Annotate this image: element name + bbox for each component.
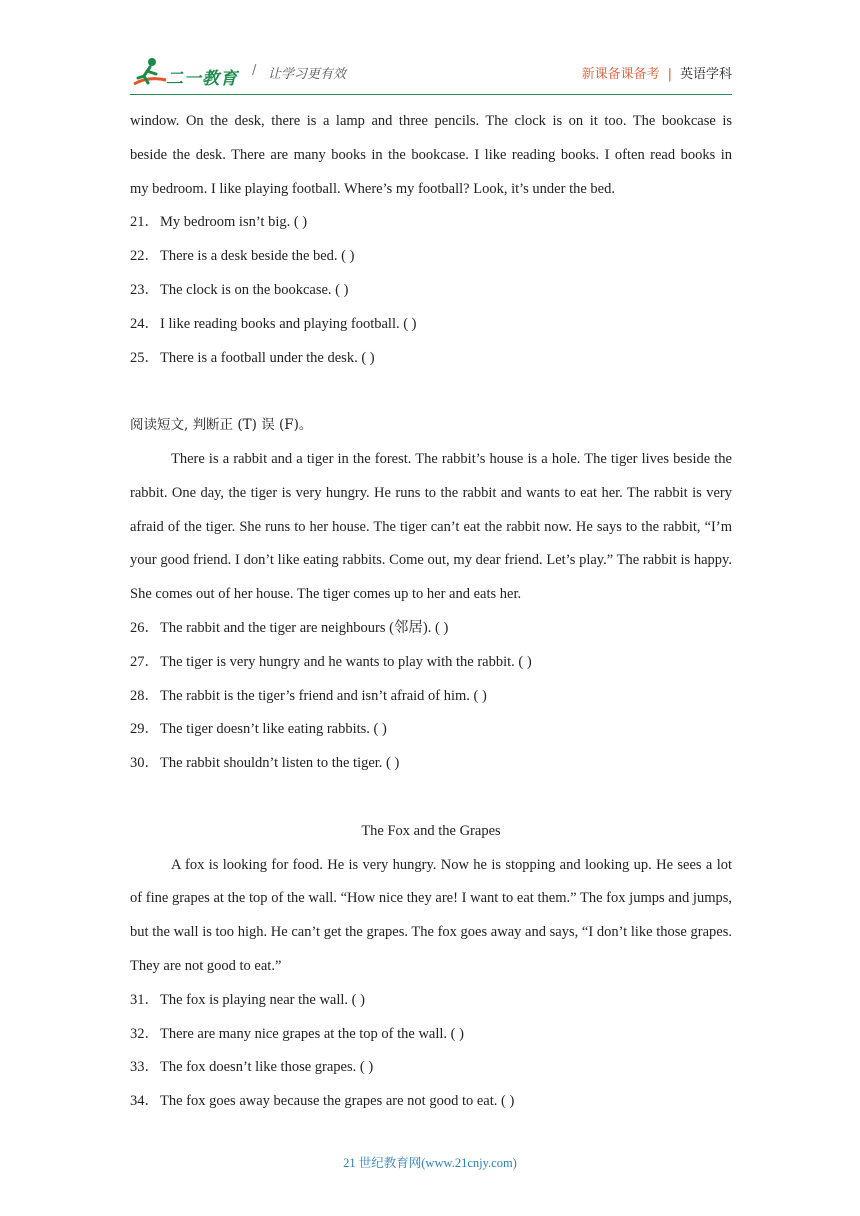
question-number: 25． — [130, 349, 159, 366]
passage2: There is a rabbit and a tiger in the forest. The rabbit’s house is a hole. The tiger lives beside the rabbit. One day, the tiger is very hungry. He runs to the rabbit and wants to eat her. The rabbit is very afraid of the tiger. She runs to her house. The tiger can’t eat the rabbit now. He says to the rabbit, “I’m your good friend. I don’t like eating rabbits. Come out, my dear friend. Let’s play.” The rabbit is happy. She comes out of her house. The tiger comes up to her and eats her. — [130, 450, 732, 603]
question-22 — [130, 240, 732, 274]
question-text: I like reading books and playing football. ( ) — [160, 315, 417, 332]
question-text: There are many nice grapes at the top of the wall. ( ) — [160, 1025, 464, 1042]
question-number: 30． — [130, 755, 159, 772]
passage1-line: beside the desk. There are many books in the bookcase. I like reading books. I often read books in — [130, 146, 732, 163]
question-number: 23． — [130, 281, 159, 298]
question-29 — [130, 713, 732, 747]
question-number: 21． — [130, 214, 159, 231]
question-33 — [130, 1051, 732, 1085]
logo-text: 二一教育 — [166, 69, 238, 89]
section-instruction: 阅读短文, 判断正 (T) 误 (F)。 — [130, 417, 313, 434]
question-number: 26． — [130, 619, 159, 636]
question-text: The rabbit and the tiger are neighbours (邻居). ( ) — [160, 619, 449, 636]
question-number: 32． — [130, 1025, 159, 1042]
question-text: There is a desk beside the bed. ( ) — [160, 248, 355, 265]
spacer — [130, 781, 732, 815]
runner-logo-icon — [130, 56, 170, 90]
question-number: 29． — [130, 721, 159, 738]
question-28 — [130, 680, 732, 714]
question-27 — [130, 646, 732, 680]
slogan-separator: / — [252, 63, 257, 78]
question-text: The fox goes away because the grapes are not good to eat. ( ) — [160, 1093, 515, 1110]
passage3: A fox is looking for food. He is very hungry. Now he is stopping and looking up. He sees a lot of fine grapes at the top of the wall. “How nice they are! I want to eat them.” The fox jumps and jumps, but the wall is too high. He can’t get the grapes. The fox goes away and says, “I don’t like those grapes. They are not good to eat.” — [130, 856, 732, 974]
slogan: 让学习更有效 — [268, 67, 347, 82]
exam-label: 新课备课备考 — [581, 67, 660, 82]
question-34 — [130, 1085, 732, 1119]
question-text: The tiger is very hungry and he wants to play with the rabbit. ( ) — [160, 653, 532, 670]
passage1-line: window. On the desk, there is a lamp and three pencils. The clock is on it too. The bookcase is — [130, 113, 732, 129]
question-number: 33． — [130, 1059, 159, 1076]
question-text: The tiger doesn’t like eating rabbits. ( ) — [160, 721, 387, 738]
question-number: 31． — [130, 991, 159, 1008]
header-right — [582, 63, 732, 82]
question-text: There is a football under the desk. ( ) — [160, 349, 375, 366]
header-divider: | — [667, 67, 672, 82]
question-31 — [130, 984, 732, 1018]
question-number: 27． — [130, 653, 159, 670]
question-25 — [130, 342, 732, 376]
spacer — [130, 375, 732, 409]
page-footer[interactable]: 21 世纪教育网(www.21cnjy.com) — [343, 1156, 517, 1170]
question-32 — [130, 1018, 732, 1052]
question-text: The rabbit is the tiger’s friend and isn’t afraid of him. ( ) — [160, 687, 487, 704]
question-text: The fox is playing near the wall. ( ) — [160, 991, 365, 1008]
story-title: The Fox and the Grapes — [361, 822, 501, 839]
question-24 — [130, 308, 732, 342]
question-30 — [130, 747, 732, 781]
passage1-line: my bedroom. I like playing football. Where’s my football? Look, it’s under the bed. — [130, 180, 615, 197]
question-21 — [130, 206, 732, 240]
question-26 — [130, 612, 732, 646]
question-text: The clock is on the bookcase. ( ) — [160, 281, 349, 298]
question-text: The fox doesn’t like those grapes. ( ) — [160, 1059, 374, 1076]
question-number: 24． — [130, 315, 159, 332]
document-body — [130, 105, 732, 1119]
page-header — [130, 54, 732, 92]
question-number: 34． — [130, 1093, 159, 1110]
brand-logo — [130, 56, 240, 90]
question-23 — [130, 274, 732, 308]
question-text: My bedroom isn’t big. ( ) — [160, 214, 308, 231]
question-number: 22． — [130, 248, 159, 265]
question-text: The rabbit shouldn’t listen to the tiger. ( ) — [160, 755, 400, 772]
question-number: 28． — [130, 687, 159, 704]
subject-label: 英语学科 — [679, 67, 732, 82]
header-rule — [130, 94, 732, 95]
